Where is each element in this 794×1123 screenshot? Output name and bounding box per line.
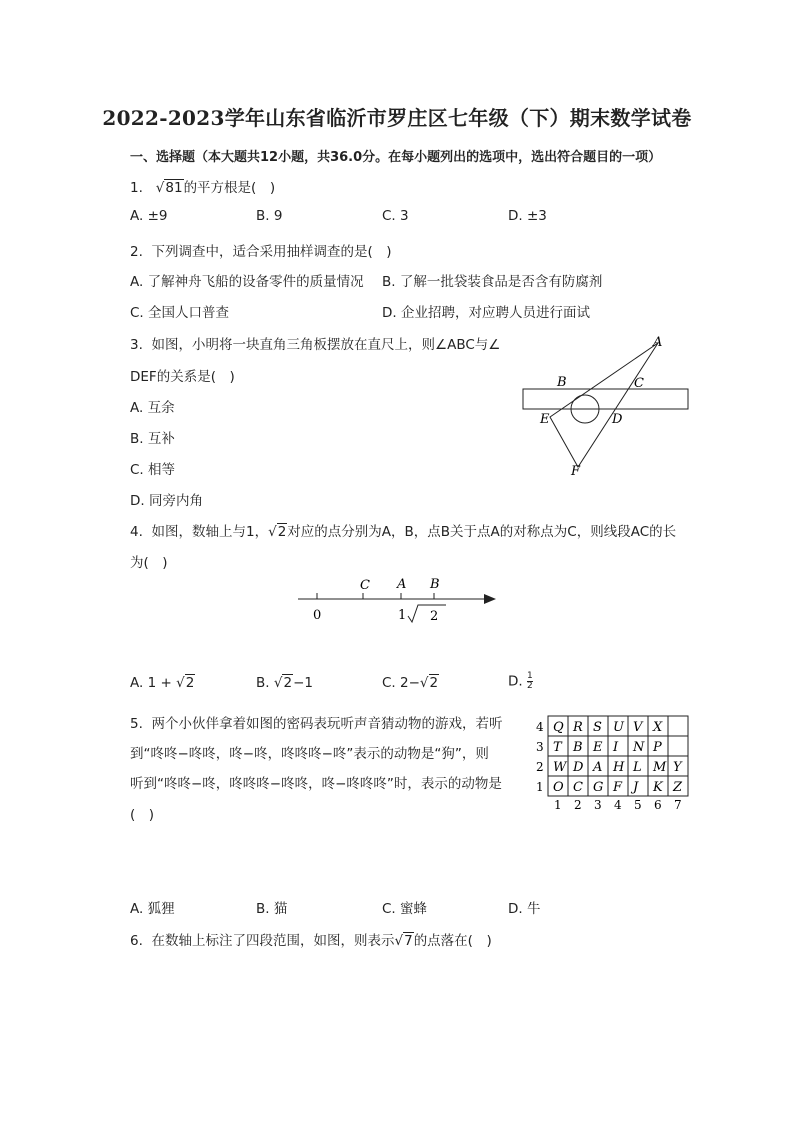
grid-letter: Y <box>673 760 682 775</box>
label-two: 2 <box>430 609 439 624</box>
question-number: 2. <box>130 244 143 260</box>
col-label: 2 <box>574 798 582 812</box>
q1-option-b[interactable]: B. 9 <box>256 208 283 224</box>
label-a: A <box>653 335 663 350</box>
grid-letter: Z <box>673 780 683 795</box>
question-number: 1. <box>130 180 143 196</box>
fraction-one-half: $\frac{1}{2}$ <box>526 671 533 691</box>
sqrt-sign <box>408 605 446 622</box>
col-label: 6 <box>654 798 662 812</box>
grid-letter: L <box>633 760 642 775</box>
grid-letter: K <box>653 780 663 795</box>
q5-option-b[interactable]: B. 猫 <box>256 901 288 917</box>
grid-letter: R <box>573 720 583 735</box>
question-1 <box>130 176 275 196</box>
sqrt-81: √81 <box>155 180 183 196</box>
q2-option-c[interactable]: C. 全国人口普查 <box>130 305 230 321</box>
grid-letter: M <box>653 760 667 775</box>
grid-letter: P <box>653 740 662 755</box>
grid-letter: D <box>573 760 584 775</box>
question-text-2: 的点落在( ) <box>413 933 492 949</box>
q3-option-c[interactable]: C. 相等 <box>130 462 176 478</box>
question-text: 下列调查中，适合采用抽样调查的是( ) <box>151 244 392 260</box>
q1-option-d[interactable]: D. ±3 <box>508 208 547 224</box>
q3-option-d[interactable]: D. 同旁内角 <box>130 493 203 509</box>
label-c: C <box>634 376 644 391</box>
triangle-ruler-figure <box>510 335 700 480</box>
label-d: D <box>612 412 623 427</box>
question-4 <box>130 520 676 540</box>
question-text: 两个小伙伴拿着如图的密码表玩听声音猜动物的游戏，若听 <box>151 716 503 732</box>
grid-letter: S <box>593 720 602 735</box>
q4-option-c[interactable]: C. 2−√2 <box>382 675 439 691</box>
label-c: C <box>360 578 370 593</box>
label-b: B <box>557 375 567 390</box>
grid-letter: W <box>553 760 567 775</box>
q2-option-d[interactable]: D. 企业招聘，对应聘人员进行面试 <box>382 305 590 321</box>
question-text: 如图，小明将一块直角三角板摆放在直尺上，则∠ABC与∠ <box>151 337 501 353</box>
q5-option-a[interactable]: A. 狐狸 <box>130 901 175 917</box>
row-label: 2 <box>536 760 544 774</box>
q2-option-b[interactable]: B. 了解一批袋装食品是否含有防腐剂 <box>382 274 603 290</box>
grid-letter: H <box>613 760 625 775</box>
label-b: B <box>430 577 440 592</box>
label-e: E <box>540 412 550 427</box>
grid-letter: I <box>613 740 619 755</box>
grid-letter: G <box>593 780 604 795</box>
grid-letter: J <box>633 780 639 795</box>
q1-option-a[interactable]: A. ±9 <box>130 208 168 224</box>
question-text: 在数轴上标注了四段范围，如图，则表示 <box>151 933 395 949</box>
col-label: 3 <box>594 798 602 812</box>
grid-letter: N <box>633 740 645 755</box>
grid-letter: X <box>653 720 663 735</box>
q5-option-d[interactable]: D. 牛 <box>508 901 541 917</box>
section-heading: 一、选择题（本大题共12小题，共36.0分。在每小题列出的选项中，选出符合题目的一项） <box>130 150 662 165</box>
grid-letter: Q <box>553 720 564 735</box>
number-line-figure <box>290 572 505 632</box>
sqrt-7: √7 <box>394 933 413 949</box>
grid-letter: F <box>613 780 623 795</box>
grid-letter: O <box>553 780 564 795</box>
label-one: 1 <box>398 608 407 623</box>
label-f: F <box>571 464 581 479</box>
grid-cell <box>668 716 688 736</box>
question-3-line2: DEF的关系是( ) <box>130 369 235 385</box>
q2-option-a[interactable]: A. 了解神舟飞船的设备零件的质量情况 <box>130 274 364 290</box>
row-label: 1 <box>536 780 544 794</box>
q3-option-b[interactable]: B. 互补 <box>130 431 175 447</box>
q3-option-a[interactable]: A. 互余 <box>130 400 175 416</box>
question-2 <box>130 240 392 260</box>
grid-letter: C <box>573 780 583 795</box>
grid-cell <box>668 736 688 756</box>
grid-letter: T <box>553 740 562 755</box>
q4-option-a[interactable]: A. 1 + √2 <box>130 675 195 691</box>
ruler <box>523 389 688 409</box>
question-text: 的平方根是( ) <box>183 180 276 196</box>
col-label: 7 <box>674 798 682 812</box>
question-number: 3. <box>130 337 143 353</box>
row-label: 4 <box>536 720 544 734</box>
col-label: 5 <box>634 798 642 812</box>
grid-letter: V <box>633 720 643 735</box>
cipher-grid-figure <box>530 710 695 815</box>
question-number: 6. <box>130 933 143 949</box>
label-a: A <box>397 577 407 592</box>
row-label: 3 <box>536 740 544 754</box>
question-text-2: 对应的点分别为A，B，点B关于点A的对称点为C，则线段AC的长 <box>287 524 677 540</box>
question-text: 如图，数轴上与1， <box>151 524 269 540</box>
question-5-line3: 听到“咚咚−咚，咚咚咚−咚咚，咚−咚咚咚”时，表示的动物是 <box>130 776 502 792</box>
question-5 <box>130 712 502 732</box>
label-zero: 0 <box>313 608 322 623</box>
set-square <box>550 343 658 467</box>
question-number: 4. <box>130 524 143 540</box>
q4-option-d[interactable]: D. $\frac{1}{2}$ <box>508 671 533 691</box>
sqrt-2: √2 <box>268 524 287 540</box>
question-4-line2: 为( ) <box>130 555 168 571</box>
q1-option-c[interactable]: C. 3 <box>382 208 409 224</box>
question-6 <box>130 929 492 949</box>
question-number: 5. <box>130 716 143 732</box>
col-label: 4 <box>614 798 622 812</box>
axis-arrow <box>484 594 496 604</box>
col-label: 1 <box>554 798 562 812</box>
question-5-line4: ( ) <box>130 807 155 823</box>
grid-letter: E <box>593 740 603 755</box>
question-5-line2: 到“咚咚−咚咚，咚−咚，咚咚咚−咚”表示的动物是“狗”，则 <box>130 746 489 762</box>
q4-option-b[interactable]: B. √2−1 <box>256 675 313 691</box>
q5-option-c[interactable]: C. 蜜蜂 <box>382 901 428 917</box>
grid-letter: B <box>573 740 583 755</box>
grid-letter: U <box>613 720 624 735</box>
page-title: 2022-2023学年山东省临沂市罗庄区七年级（下）期末数学试卷 <box>102 106 692 130</box>
grid-letter: A <box>593 760 603 775</box>
question-3 <box>130 333 500 353</box>
